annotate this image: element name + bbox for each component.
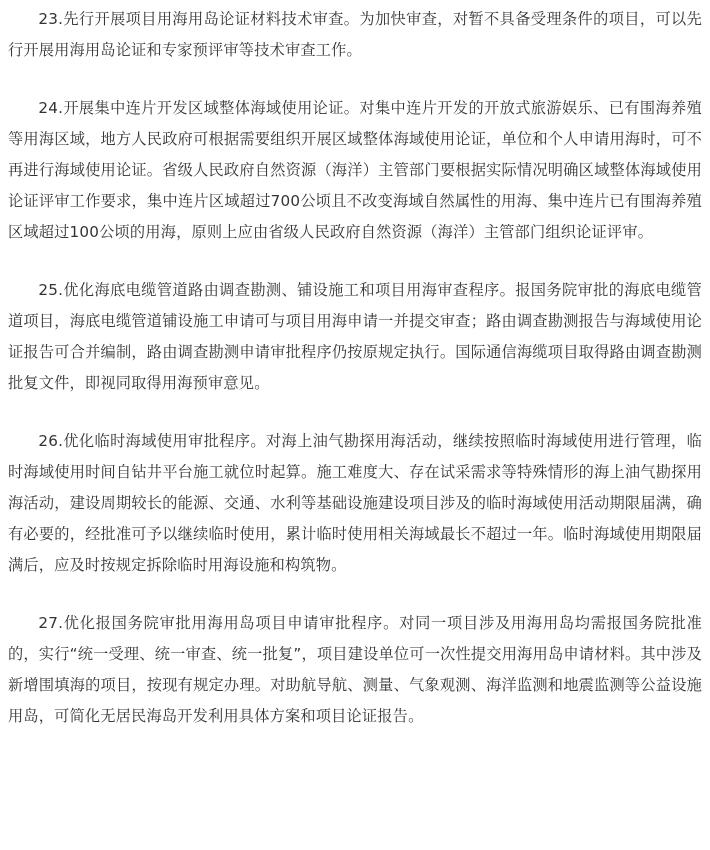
paragraph-24: 24.开展集中连片开发区域整体海域使用论证。对集中连片开发的开放式旅游娱乐、已有围海养殖等用海区域，地方人民政府可根据需要组织开展区域整体海域使用论证，单位和个人申请用海时，可不再进行海域使用论证。省级人民政府自然资源（海洋）主管部门要根据实际情况明确区域整体海域使用论证评审工作要求，集中连片区域超过700公顷且不改变海域自然属性的用海、集中连片已有围海养殖区域超过100公顷的用海，原则上应由省级人民政府自然资源（海洋）主管部门组织论证评审。 bbox=[8, 99, 702, 241]
paragraph-25: 25.优化海底电缆管道路由调查勘测、铺设施工和项目用海审查程序。报国务院审批的海底电缆管道项目，海底电缆管道铺设施工申请可与项目用海申请一并提交审查；路由调查勘测报告与海域使用论证报告可合并编制，路由调查勘测申请审批程序仍按原规定执行。国际通信海缆项目取得路由调查勘测批复文件，即视同取得用海预审意见。 bbox=[8, 281, 702, 392]
paragraph-26: 26.优化临时海域使用审批程序。对海上油气勘探用海活动，继续按照临时海域使用进行管理，临时海域使用时间自钻井平台施工就位时起算。施工难度大、存在试采需求等特殊情形的海上油气勘探用海活动，建设周期较长的能源、交通、水利等基础设施建设项目涉及的临时海域使用活动期限届满，确有必要的，经批准可予以继续临时使用，累计临时使用相关海域最长不超过一年。临时海域使用期限届满后，应及时按规定拆除临时用海设施和构筑物。 bbox=[8, 432, 702, 574]
paragraph-27: 27.优化报国务院审批用海用岛项目申请审批程序。对同一项目涉及用海用岛均需报国务院批准的，实行“统一受理、统一审查、统一批复”，项目建设单位可一次性提交用海用岛申请材料。其中涉及新增围填海的项目，按现有规定办理。对助航导航、测量、气象观测、海洋监测和地震监测等公益设施用岛，可简化无居民海岛开发利用具体方案和项目论证报告。 bbox=[8, 614, 702, 725]
paragraph-23: 23.先行开展项目用海用岛论证材料技术审查。为加快审查，对暂不具备受理条件的项目，可以先行开展用海用岛论证和专家预评审等技术审查工作。 bbox=[8, 10, 702, 59]
